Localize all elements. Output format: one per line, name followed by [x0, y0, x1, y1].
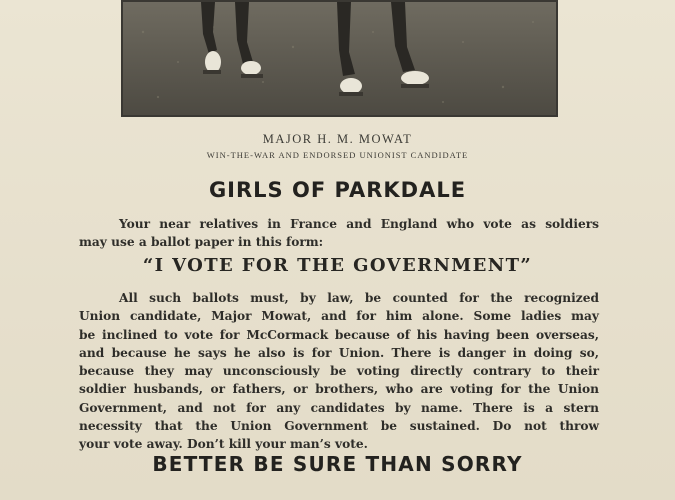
photo-caption-subtitle: WIN-THE-WAR AND ENDORSED UNIONIST CANDIDATE — [206, 150, 469, 160]
intro-line: Your near relatives in France and England who vote as soldiers — [119, 217, 599, 231]
intro-line: may use a ballot paper in this form: — [79, 235, 324, 249]
intro-paragraph — [79, 215, 599, 251]
body-line: and because he says he also is for Union. There is danger in doing so, — [79, 345, 599, 360]
body-line: be inclined to vote for McCormack because of his having been overseas, — [79, 327, 599, 342]
body-paragraph — [79, 289, 599, 454]
candidate-photo — [121, 0, 558, 117]
headline: GIRLS OF PARKDALE — [208, 178, 467, 202]
body-line: your vote away. Don’t kill your man’s vote. — [79, 437, 368, 452]
body-line: All such ballots must, by law, be counted for the recognized — [119, 291, 599, 305]
photo-caption-name: MAJOR H. M. MOWAT — [262, 132, 413, 146]
body-line: Union candidate, Major Mowat, and for him alone. Some ladies may — [79, 309, 599, 324]
body-line: Government, and not for any candidates by name. There is a stern — [79, 400, 599, 415]
body-line: soldier husbands, or fathers, or brothers, who are voting for the Union — [79, 382, 599, 397]
footer-slogan: BETTER BE SURE THAN SORRY — [152, 452, 523, 476]
body-line: necessity that the Union Government be sustained. Do not throw — [79, 419, 599, 434]
body-line: because they may unconsciously be voting directly contrary to their — [79, 364, 599, 379]
ballot-quote: “I VOTE FOR THE GOVERNMENT” — [142, 255, 533, 276]
